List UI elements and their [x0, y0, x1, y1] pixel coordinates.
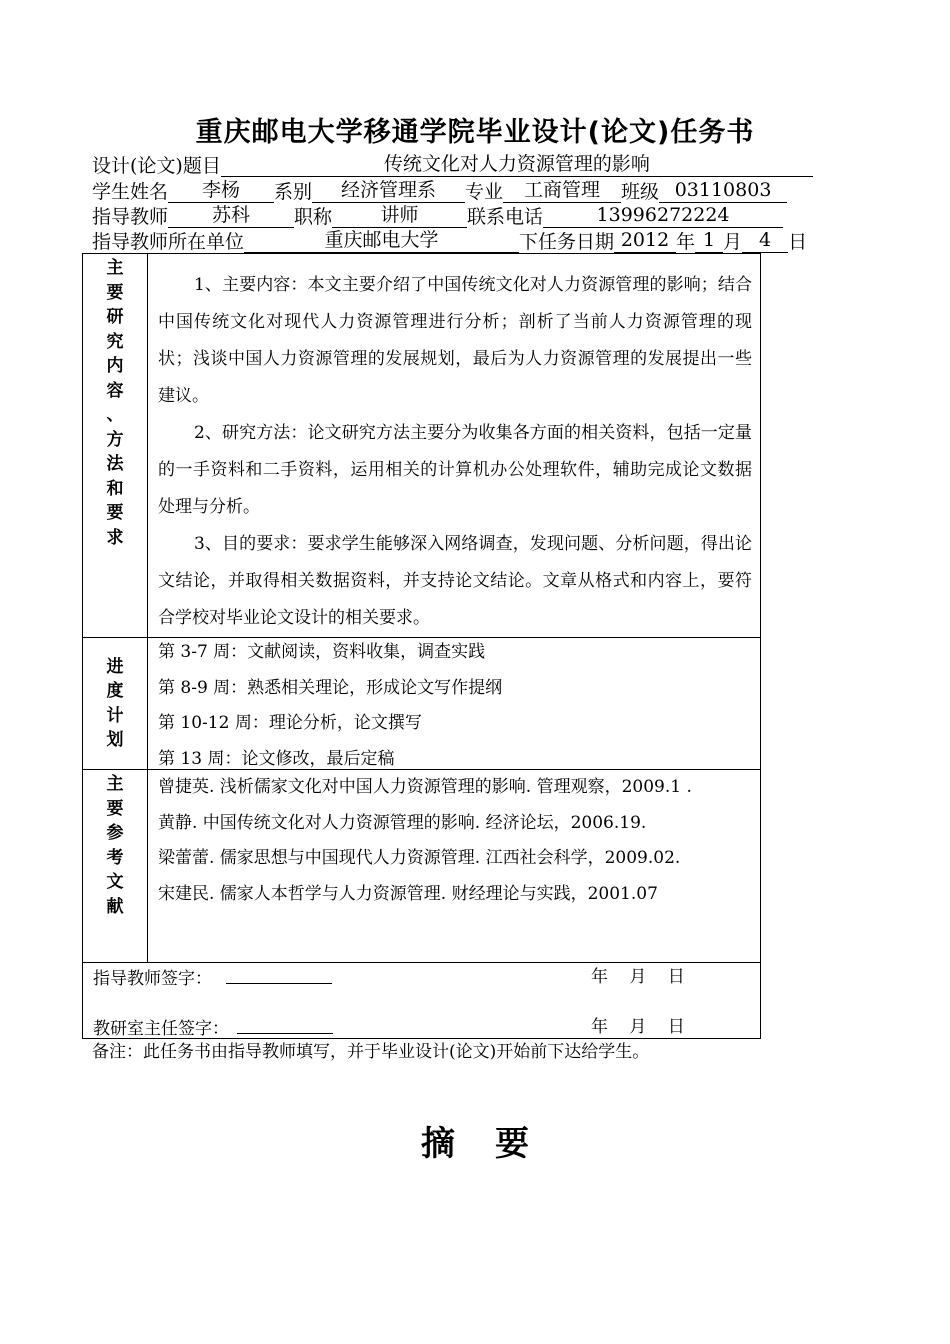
content-label: 主 要 研 究 内 容 、 方 法 和 要 求 — [83, 254, 148, 637]
schedule-row — [83, 638, 760, 770]
signature-row — [83, 963, 760, 1039]
references-label: 主 要 参 考 文 献 — [83, 770, 148, 962]
advisor-sign-blank[interactable] — [226, 965, 332, 984]
reference-item: 曾捷英. 浅析儒家文化对中国人力资源管理的影响. 管理观察，2009.1 . — [158, 777, 692, 797]
reference-item: 梁蕾蕾. 儒家思想与中国现代人力资源管理. 江西社会科学，2009.02. — [158, 848, 681, 868]
major-label: 专业 — [465, 181, 504, 203]
advisor-sign-date: 年 月 日 — [591, 967, 685, 987]
student-value: 李杨 — [168, 179, 274, 203]
issue-day: 4 — [742, 229, 788, 253]
unit-label: 指导教师所在单位 — [92, 231, 245, 253]
issue-year: 2012 — [614, 229, 676, 253]
advisor-signature — [93, 965, 332, 991]
issue-month: 1 — [695, 229, 723, 253]
content-row — [83, 254, 760, 638]
references-row — [83, 770, 760, 963]
month-char: 月 — [723, 231, 743, 253]
references-body — [158, 770, 752, 912]
abstract-heading: 摘要 — [421, 1124, 569, 1164]
advisor-label: 指导教师 — [92, 206, 169, 228]
major-value: 工商管理 — [503, 179, 621, 203]
reference-item: 黄静. 中国传统文化对人力资源管理的影响. 经济论坛，2006.19. — [158, 812, 647, 833]
class-value: 03110803 — [659, 179, 787, 203]
dept-value: 经济管理系 — [312, 179, 465, 203]
director-sign-date: 年 月 日 — [591, 1017, 685, 1037]
director-sign-blank[interactable] — [237, 1015, 333, 1034]
topic-value: 传统文化对人力资源管理的影响 — [221, 153, 813, 177]
task-table — [82, 253, 761, 1039]
dept-label: 系别 — [274, 181, 313, 203]
director-signature — [93, 1015, 333, 1041]
schedule-body — [158, 635, 752, 777]
issue-date-label: 下任务日期 — [519, 231, 615, 253]
reference-item: 宋建民. 儒家人本哲学与人力资源管理. 财经理论与实践，2001.07 — [158, 883, 658, 904]
content-paragraph-main: 1、主要内容：本文主要介绍了中国传统文化对人力资源管理的影响；结合中国传统文化对现代人力资源管理进行分析；剖析了当前人力资源管理的现状；浅谈中国人力资源管理的发展规划，最后为人力资源管理的发展提出一些建议。 — [158, 275, 752, 406]
advisor-value: 苏科 — [168, 204, 294, 228]
class-label: 班级 — [621, 181, 660, 203]
schedule-item: 第 3-7 周：文献阅读，资料收集，调查实践 — [158, 642, 486, 662]
rank-label: 职称 — [294, 206, 333, 228]
advisor-line — [92, 204, 842, 230]
unit-line — [92, 229, 842, 255]
content-paragraph-method: 2、研究方法：论文研究方法主要分为收集各方面的相关资料，包括一定量的一手资料和二手资料，运用相关的计算机办公处理软件，辅助完成论文数据处理与分析。 — [158, 423, 752, 517]
content-paragraph-goal: 3、目的要求：要求学生能够深入网络调查，发现问题、分析问题，得出论文结论，并取得相关数据资料，并支持论文结论。文章从格式和内容上，要符合学校对毕业论文设计的相关要求。 — [158, 534, 752, 628]
rank-value: 讲师 — [332, 204, 467, 228]
student-label: 学生姓名 — [92, 181, 169, 203]
phone-label: 联系电话 — [467, 206, 544, 228]
director-sign-label: 教研室主任签字： — [93, 1019, 229, 1039]
schedule-label: 进 度 计 划 — [83, 638, 148, 769]
student-line — [92, 179, 842, 205]
unit-value: 重庆邮电大学 — [244, 229, 519, 253]
schedule-item: 第 13 周：论文修改，最后定稿 — [158, 748, 395, 769]
advisor-sign-label: 指导教师签字： — [93, 969, 212, 989]
schedule-item: 第 8-9 周：熟悉相关理论，形成论文写作提纲 — [158, 677, 503, 698]
schedule-item: 第 10-12 周：理论分析，论文撰写 — [158, 713, 422, 733]
day-char: 日 — [788, 231, 808, 253]
year-char: 年 — [676, 231, 696, 253]
remark-note: 备注：此任务书由指导教师填写，并于毕业设计(论文)开始前下达给学生。 — [92, 1042, 650, 1062]
phone-value: 13996272224 — [543, 204, 783, 228]
topic-label: 设计(论文)题目 — [92, 155, 221, 177]
topic-line — [92, 153, 842, 179]
content-body — [158, 267, 752, 637]
document-title: 重庆邮电大学移通学院毕业设计(论文)任务书 — [195, 117, 755, 148]
